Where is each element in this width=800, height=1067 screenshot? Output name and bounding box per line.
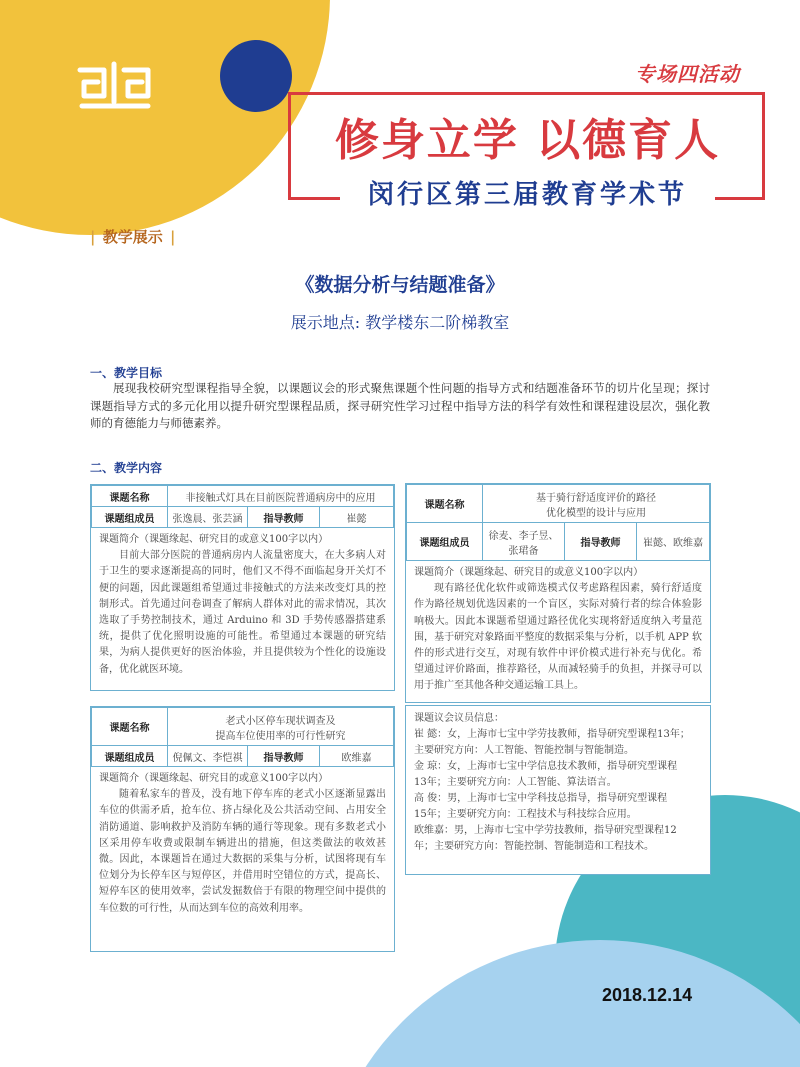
content-heading: 二、教学内容 [90,461,163,475]
topic-name-value [483,485,710,523]
topic-intro-label: 课题简介（课题缘起、研究目的或意义100字以内） [99,534,329,545]
topic-card-1-body [91,528,394,682]
topic-name-line-1: 基于骑行舒适度评价的路径 [536,492,656,504]
school-logo-icon [74,52,156,114]
council-members-card [405,705,711,875]
advisor-value: 崔懿、欧维嘉 [637,523,710,561]
topic-name-value: 非接触式灯具在目前医院普通病房中的应用 [168,486,394,507]
event-title: 《数据分析与结题准备》 [295,274,505,296]
yellow-circle-decoration [0,0,330,235]
council-line: 主要研究方向：人工智能、智能控制与智能制造。 [414,745,634,756]
members-value: 张逸晨、张芸涵 [168,507,248,528]
section-tag-text: 教学展示 [102,228,163,246]
topic-intro-label: 课题简介（课题缘起、研究目的或意义100字以内） [99,773,329,784]
members-line-1: 徐麦、李子昱、 [488,530,559,542]
council-line: 年；主要研究方向：智能控制、智能制造和工程技术。 [414,841,654,852]
members-label: 课题组成员 [407,523,483,561]
council-line: 高 俊：男，上海市七宝中学科技总指导，指导研究型课程 [414,793,668,804]
topic-name-label: 课题名称 [407,485,483,523]
topic-card-2-meta-table [91,707,394,767]
members-label: 课题组成员 [92,507,168,528]
topic-card-1 [90,484,395,691]
topic-card-3-body [406,561,710,699]
members-line-2: 张珺备 [508,545,539,557]
advisor-value: 欧维嘉 [320,746,394,767]
members-value [483,523,565,561]
special-session-label: 专场四活动 [635,62,740,86]
event-date: 2018.12.14 [602,985,693,1005]
topic-name-line-1: 老式小区停车现状调查及 [225,715,336,727]
topic-intro-text: 目前大部分医院的普通病房内人流量密度大，在大多病人对于卫生的要求逐渐提高的同时，他们又不得不面临起身开关灯不便的问题，因此课题组希望通过非接触式的方法来改变灯具的控制形式。首先通过问卷调查了解病人群体对此的需求情况，其次选取了手势控制技术，通过 Arduino 和 3D 手势传感器搭建系统，提供了优化照明设施的可能性。希望通过本课题的研究结果，为病人提供更好的医治体验，并且提供较为个性化的设施设备，优化就医环境。 [99,550,386,675]
goal-heading: 一、教学目标 [90,366,163,380]
topic-card-2 [90,706,395,952]
council-line: 13年；主要研究方向：人工智能、算法语言。 [414,777,617,788]
topic-card-3-meta-table [406,484,710,561]
advisor-label: 指导教师 [248,746,320,767]
topic-card-3 [405,483,711,703]
sub-title: 闵行区第三届教育学术节 [340,174,715,211]
council-line: 欧维嘉：男，上海市七宝中学劳技教师，指导研究型课程12 [414,825,677,836]
topic-card-2-body [91,767,394,921]
topic-name-line-2: 提高车位使用率的可行性研究 [215,730,346,742]
topic-name-label: 课题名称 [92,486,168,507]
main-title: 修身立学 以德育人 [334,115,721,166]
council-line: 崔 懿：女，上海市七宝中学劳技教师，指导研究型课程13年； [414,729,690,740]
members-label: 课题组成员 [92,746,168,767]
advisor-label: 指导教师 [565,523,637,561]
topic-intro-label: 课题简介（课题缘起、研究目的或意义100字以内） [414,567,644,578]
topic-name-label: 课题名称 [92,708,168,746]
council-line: 15年；主要研究方向：工程技术与科技综合应用。 [414,809,637,820]
advisor-value: 崔懿 [320,507,394,528]
topic-name-value [168,708,394,746]
section-tag: | 教学展示 | [90,228,176,246]
council-members-body [406,706,710,860]
navy-circle-decoration [220,40,292,112]
topic-card-1-meta-table [91,485,394,528]
council-line: 金 琼：女，上海市七宝中学信息技术教师，指导研究型课程 [414,761,678,772]
goal-text: 展现我校研究型课程指导全貌，以课题议会的形式聚焦课题个性问题的指导方式和结题准备环节的切片化呈现；探讨课题指导方式的多元化用以提升研究型课程品质，探寻研究性学习过程中指导方法的科学有效性和课程建设层次，强化教师的育德能力与师德素养。 [90,381,710,430]
advisor-label: 指导教师 [248,507,320,528]
council-title: 课题议会议员信息： [414,713,504,724]
topic-intro-text: 现有路径优化软件或筛选模式仅考虑路程因素，骑行舒适度作为路径规划优选因素的一个盲区，实际对骑行者的综合体验影响极大。因此本课题希望通过路径优化实现将舒适度纳入考量范围，基于研究对象路面平整度的数据采集与分析，以手机 APP 软件的形式进行交互，对现有软件中评价模式进行补充与优化。希望通过评价路面，推荐路径，从而减轻骑手的负担，并探寻可以用于推广至其他各种交通运输工具上。 [414,583,702,692]
event-place: 展示地点: 教学楼东二阶梯教室 [290,313,510,332]
members-value: 倪佩文、李恺祺 [168,746,248,767]
topic-intro-text: 随着私家车的普及，没有地下停车库的老式小区逐渐显露出车位的供需矛盾，抢车位、挤占绿化及公共活动空间、占用安全消防通道、影响救护及消防车辆的通行等现象。现有多数老式小区采用停车收费或限制车辆进出的措施，但这类做法的收效甚微。因此，本课题旨在通过大数据的采集与分析，试图将现有车位划分为长停车区与短停区，并借用时空错位的方式，提高长、短停车区的使用效率，尝试发掘数倍于有限的物理空间中提供的车位数的可行性，从而达到车位的高效利用率。 [99,789,386,914]
topic-name-line-2: 优化模型的设计与应用 [546,507,646,519]
